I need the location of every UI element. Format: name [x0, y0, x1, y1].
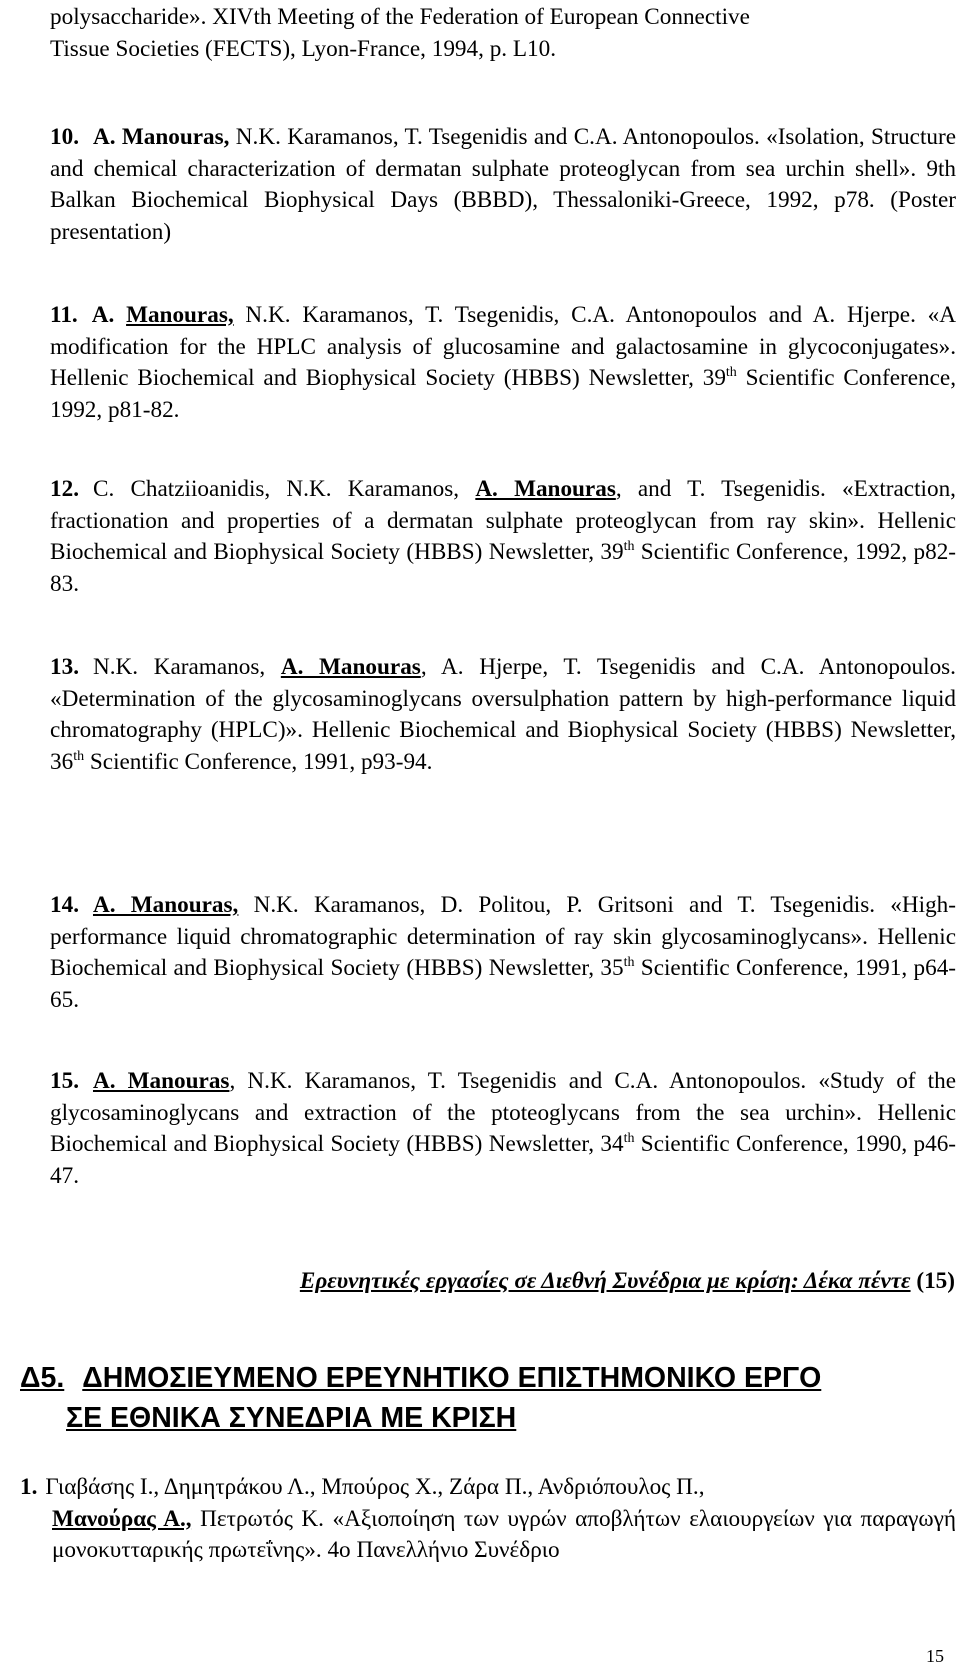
reference-authors: C. Chatziioanidis, N.K. Karamanos,	[92, 476, 476, 502]
reference-number: 12.	[50, 476, 79, 502]
highlighted-author: A. Manouras	[92, 1068, 230, 1094]
fragment-previous-reference	[50, 2, 956, 65]
ordinal-suffix: th	[73, 748, 85, 764]
highlighted-author: A. Manouras	[280, 654, 421, 680]
highlighted-author: Manouras,	[126, 302, 234, 328]
section-heading-line-2	[20, 1398, 821, 1438]
reference-number: 14.	[50, 892, 79, 918]
greek-reference-1	[20, 1472, 956, 1567]
reference-number: 10.	[50, 124, 79, 150]
section-heading-line-1	[20, 1358, 821, 1398]
fragment-line-1: polysaccharide». XIVth Meeting of the Federation of European Connective	[50, 4, 750, 30]
reference-text-end: Scientific Conference, 1991, p93-94.	[84, 748, 433, 775]
author-initial: A.	[91, 302, 115, 328]
reference-text-end: Scientific Conference, 1990, p46-47.	[50, 1131, 957, 1189]
summary-count: (15)	[916, 1268, 955, 1294]
section-heading	[20, 1358, 821, 1438]
reference-text: , and T. Tsegenidis. «Extraction, fractionation and properties of a dermatan sulphate proteoglycan from ray skin». Hellenic Biochemical and Biophysical Society (HBBS) Newsletter, 39	[50, 476, 956, 565]
page-number: 15	[926, 1646, 944, 1666]
ordinal-suffix: th	[725, 365, 737, 380]
ordinal-suffix: th	[623, 1131, 635, 1146]
highlighted-author: Μανούρας Α.,	[52, 1505, 192, 1532]
section-title-1: ΔΗΜΟΣΙΕΥΜΕΝΟ ΕΡΕΥΝΗΤΙΚΟ ΕΠΙΣΤΗΜΟΝΙΚΟ ΕΡΓΟ	[82, 1362, 822, 1394]
reference-authors: Γιαβάσης Ι., Δημητράκου Λ., Μπούρος Χ., Ζάρα Π., Ανδριόπουλος Π.,	[45, 1474, 705, 1500]
reference-10	[50, 122, 956, 248]
reference-number: 13.	[50, 654, 79, 680]
highlighted-author: A. Manouras,	[92, 892, 239, 918]
reference-text-end: Scientific Conference, 1992, p81-82.	[50, 365, 956, 423]
section-title-2: ΣΕ ΕΘΝΙΚΑ ΣΥΝΕΔΡΙΑ ΜΕ ΚΡΙΣΗ	[66, 1402, 517, 1434]
section-number: Δ5.	[20, 1362, 65, 1394]
reference-text: N.K. Karamanos, D. Politou, P. Gritsoni and T. Tsegenidis. «High-performance liquid chromatographic determination of ray skin glycosaminoglycans». Hellenic Biochemical and Biophysical Society (HBBS) Newsletter, 35	[50, 892, 956, 981]
reference-15	[50, 1066, 956, 1192]
reference-text: Πετρωτός Κ. «Αξιοποίηση των υγρών αποβλήτων ελαιουργείων για παραγωγή μονοκυτταρικής πρωτεΐνης». 4ο Πανελλήνιο Συνέδριο	[52, 1505, 956, 1563]
fragment-line-2: Tissue Societies (FECTS), Lyon-France, 1994, p. L10.	[50, 35, 557, 62]
reference-13	[50, 652, 956, 778]
reference-text: , N.K. Karamanos, T. Tsegenidis and C.A. Antonopoulos. «Study of the glycosaminoglycans and extraction of the ptoteoglycans from the sea urchin». Hellenic Biochemical and Biophysical Society (HBBS) Newsletter, 34	[50, 1068, 956, 1157]
reference-11	[50, 300, 956, 426]
reference-number: 15.	[50, 1068, 79, 1094]
highlighted-author: A. Manouras	[475, 476, 616, 502]
section-summary	[0, 1268, 955, 1295]
reference-authors: N.K. Karamanos,	[92, 654, 281, 680]
reference-number: 11.	[50, 302, 78, 328]
reference-text: N.K. Karamanos, T. Tsegenidis and C.A. Antonopoulos. «Isolation, Structure and chemical characterization of dermatan sulphate proteoglycan from sea urchin shell». 9th Balkan Biochemical Biophysical Days (BBBD), Thessaloniki-Greece, 1992, p78. (Poster presentation)	[50, 124, 956, 245]
reference-text: , A. Hjerpe, T. Tsegenidis and C.A. Antonopoulos. «Determination of the glycosaminoglycans oversulphation pattern by high-performance liquid chromatography (HPLC)». Hellenic Biochemical and Biophysical Society (HBBS) Newsletter, 36	[50, 654, 956, 775]
reference-number: 1.	[20, 1474, 38, 1500]
reference-continuation	[20, 1504, 956, 1567]
reference-text: N.K. Karamanos, T. Tsegenidis, C.A. Antonopoulos and A. Hjerpe. «A modification for the HPLC analysis of glucosamine and galactosamine in glycoconjugates». Hellenic Biochemical and Biophysical Society (HBBS) Newsletter, 39	[50, 302, 956, 391]
reference-text-end: Scientific Conference, 1992, p82-83.	[50, 539, 957, 597]
reference-14	[50, 890, 956, 1016]
reference-text-end: Scientific Conference, 1991, p64-65.	[50, 955, 957, 1013]
highlighted-author: A. Manouras,	[92, 124, 230, 150]
ordinal-suffix: th	[623, 539, 635, 554]
ordinal-suffix: th	[623, 955, 635, 970]
reference-12	[50, 474, 956, 600]
summary-text: Ερευνητικές εργασίες σε Διεθνή Συνέδρια με κρίση: Δέκα πέντε	[299, 1268, 911, 1294]
